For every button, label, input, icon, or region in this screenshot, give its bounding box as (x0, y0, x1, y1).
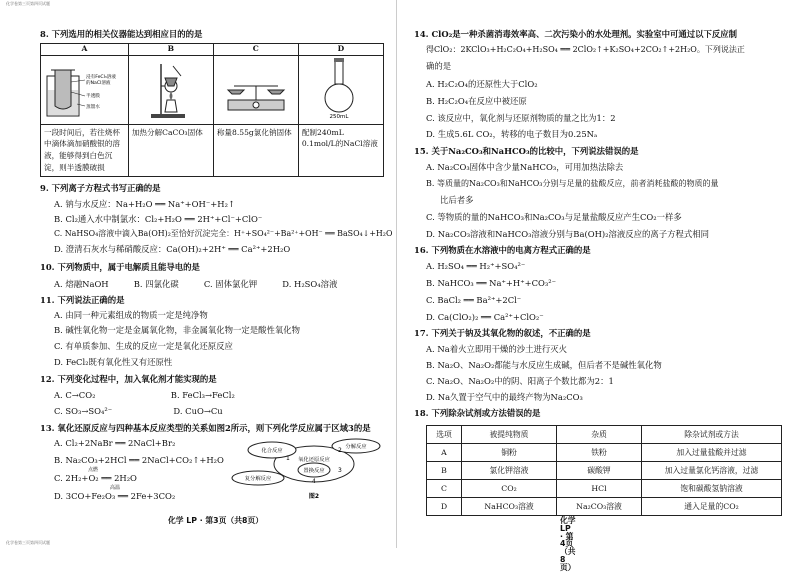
q18-cell: HCl (557, 480, 642, 498)
table-row (427, 462, 782, 480)
q14-option-a: A. H₂C₂O₄的还原性大于ClO₂ (426, 79, 538, 89)
q15-option-d: D. Na₂CO₃溶液和NaHCO₃溶液分别与Ba(OH)₂溶液反应的离子方程式相同 (426, 229, 710, 239)
table-row (427, 444, 782, 462)
q18-cell: A (427, 444, 462, 462)
decomp-label: 分解反应 (345, 444, 367, 450)
q16-option-c: C. BaCl₂ ══ Ba²⁺+2Cl⁻ (426, 295, 522, 305)
table-row (427, 480, 782, 498)
q13-option-d: D. 3CO+Fe₂O₃ ══ 2Fe+3CO₂ (54, 491, 176, 501)
q8-cell-a: 一段时间后，若往烧杯中滴体滴加硝酸银的溶液，能够得到白色沉淀，则半透膜破损 (41, 124, 129, 176)
q18-cell: C (427, 480, 462, 498)
table-row (427, 498, 782, 516)
q8-header-d: D (298, 44, 383, 56)
q12-options-ab: A. C→CO₂ B. FeCl₃→FeCl₂ (54, 390, 235, 400)
q16-option-b: B. NaHCO₃ ══ Na⁺+H⁺+CO₃²⁻ (426, 278, 557, 288)
redox-label: 氧化还原反应 (298, 457, 330, 463)
q8-cell-d: 配制240mL 0.1mol/L的NaCl溶液 (298, 124, 383, 176)
q9-option-d: D. 澄清石灰水与稀硝酸反应：Ca(OH)₂+2H⁺ ══ Ca²⁺+2H₂O (54, 244, 291, 254)
q13-condition-d: 高温 (110, 485, 121, 491)
q11-option-d: D. FeCl₂既有氧化性又有还原性 (54, 357, 173, 367)
region-2: 2 (338, 447, 342, 454)
q17-stem: 17. 下列关于钠及其氧化物的叙述，不正确的是 (414, 328, 591, 338)
q14-line1: 14. ClO₂是一种杀菌消毒效率高、二次污染小的水处理剂。实验室中可通过以下反应制 (414, 29, 738, 39)
label-a2: 的NaCl溶液 (86, 81, 111, 86)
left-page-number: 化学 LP · 第3页（共8页） (168, 516, 264, 525)
q13-condition-c: 点燃 (88, 467, 99, 473)
q12-stem: 12. 下列变化过程中，加入氧化剂才能实现的是 (40, 374, 217, 384)
q8-cell-c: 称量8.55g氯化钠固体 (213, 124, 298, 176)
q16-stem: 16. 下列物质在水溶液中的电离方程式正确的是 (414, 245, 591, 255)
q17-option-b: B. Na₂O、Na₂O₂都能与水反应生成碱，但后者不是碱性氧化物 (426, 360, 662, 370)
q18-cell: 加入过量盐酸并过滤 (642, 444, 782, 462)
q18-header: 除杂试剂或方法 (642, 426, 782, 444)
right-page-number: 化学 LP · 第4页（共8页） (560, 516, 576, 572)
q18-header: 杂质 (557, 426, 642, 444)
q18-table (426, 425, 782, 516)
q18-stem: 18. 下列除杂试剂或方法错误的是 (414, 408, 541, 418)
figure-caption: 图2 (308, 493, 320, 500)
q13-stem: 13. 氧化还原反应与四种基本反应类型的关系如图2所示，则下列化学反应属于区域3的是 (40, 423, 371, 433)
q18-cell: Na₂CO₃溶液 (557, 498, 642, 516)
region-1: 1 (286, 455, 290, 462)
q18-header: 选项 (427, 426, 462, 444)
q16-option-a: A. H₂SO₄ ══ H₂⁺+SO₄²⁻ (426, 261, 526, 271)
label-a1: 浸有FeCl₃溶液 (86, 75, 116, 80)
region-4: 4 (312, 478, 316, 485)
q9-option-b: B. Cl₂通入水中制氯水：Cl₂+H₂O ══ 2H⁺+Cl⁻+ClO⁻ (54, 214, 263, 224)
q17-option-c: C. Na₂O、Na₂O₂中的阴、阳离子个数比都为2：1 (426, 376, 614, 386)
q14-line3: 确的是 (426, 61, 452, 71)
q18-cell: 饱和碳酸氢钠溶液 (642, 480, 782, 498)
q16-option-d: D. Ca(ClO₂)₂ ══ Ca²⁺+ClO₂⁻ (426, 312, 544, 322)
label-a4: 蒸馏水 (86, 105, 100, 110)
q18-cell: CO₂ (462, 480, 557, 498)
q11-stem: 11. 下列说法正确的是 (40, 295, 125, 305)
q10-stem: 10. 下列物质中，属于电解质且能导电的是 (40, 262, 200, 272)
q17-option-a: A. Na着火立即用干燥的沙土进行灭火 (426, 344, 567, 354)
q9-option-c: C. NaHSO₄溶液中滴入Ba(OH)₂至恰好沉淀完全：H⁺+SO₄²⁻+Ba²⁺+OH⁻ ══ BaSO₄↓+H₂O (54, 229, 393, 238)
combine-label: 化合反应 (261, 448, 283, 454)
q14-line2: 得ClO₂：2KClO₃+H₂C₂O₄+H₂SO₄ ══ 2ClO₂↑+K₂SO₄+2CO₂↑+2H₂O。下列说法正 (426, 45, 745, 54)
page-header: 化学卷第三页第四页试题 (6, 1, 50, 6)
q11-option-a: A. 由同一种元素组成的物质一定是纯净物 (54, 310, 208, 320)
q9-option-a: A. 钠与水反应：Na+H₂O ══ Na⁺+OH⁻+H₂↑ (54, 199, 235, 209)
q18-header: 被提纯物质 (462, 426, 557, 444)
page-footer: 化学卷第三页第四页试题 (6, 540, 50, 545)
q17-option-d: D. Na久置于空气中的最终产物为Na₂CO₃ (426, 392, 583, 402)
flask-label: 250mL (329, 114, 349, 120)
q14-option-b: B. H₂C₂O₄在反应中被还原 (426, 96, 527, 106)
q8-stem: 8. 下列选用的相关仪器能达到相应目的的是 (40, 29, 203, 39)
region-3: 3 (338, 467, 342, 474)
q13-option-b: B. Na₂CO₃+2HCl ══ 2NaCl+CO₂↑+H₂O (54, 455, 224, 465)
q14-option-c: C. 该反应中，氧化剂与还原剂物质的量之比为1：2 (426, 113, 616, 123)
q10-options: A. 熔融NaOH B. 四氯化碳 C. 固体氯化钾 D. H₂SO₄溶液 (54, 279, 338, 289)
q15-option-b2: 比后者多 (440, 195, 474, 205)
q14-option-d: D. 生成5.6L CO₂，转移的电子数目为0.25Nₐ (426, 129, 598, 139)
displace-label: 置换反应 (303, 468, 325, 474)
q18-cell: 通入足量的CO₂ (642, 498, 782, 516)
q13-option-c: C. 2H₂+O₂ ══ 2H₂O (54, 473, 137, 483)
q11-option-b: B. 碱性氧化物一定是金属氧化物，非金属氧化物一定是酸性氧化物 (54, 325, 300, 335)
q18-cell: NaHCO₃溶液 (462, 498, 557, 516)
q11-option-c: C. 有单质参加、生成的反应一定是氧化还原反应 (54, 341, 233, 351)
double-label: 复分解反应 (244, 476, 272, 482)
label-a3: 半透膜 (86, 94, 100, 99)
q15-option-a: A. Na₂CO₃固体中含少量NaHCO₃，可用加热法除去 (426, 162, 624, 172)
q18-cell: D (427, 498, 462, 516)
q8-header-c: C (213, 44, 298, 56)
q9-stem: 9. 下列离子方程式书写正确的是 (40, 183, 161, 193)
q18-cell: 铁粉 (557, 444, 642, 462)
q8-header-b: B (128, 44, 213, 56)
q8-header-a: A (41, 44, 129, 56)
q15-stem: 15. 关于Na₂CO₃和NaHCO₃的比较中，下列说法错误的是 (414, 146, 639, 156)
q15-option-b1: B. 等质量的Na₂CO₃和NaHCO₃分别与足量的盐酸反应，前者消耗盐酸的物质的量 (426, 179, 719, 188)
q18-cell: 氯化钾溶液 (462, 462, 557, 480)
q15-option-c: C. 等物质的量的NaHCO₃和Na₂CO₃与足量盐酸反应产生CO₂一样多 (426, 212, 682, 222)
q13-option-a: A. Cl₂+2NaBr ══ 2NaCl+Br₂ (54, 438, 176, 448)
q18-cell: 碳酸钾 (557, 462, 642, 480)
q12-options-cd: C. SO₃→SO₄²⁻ D. CuO→Cu (54, 406, 223, 416)
q18-cell: B (427, 462, 462, 480)
q18-cell: 铜粉 (462, 444, 557, 462)
q18-cell: 加入过量氯化钙溶液，过滤 (642, 462, 782, 480)
q8-cell-b: 加热分解CaCO₃固体 (128, 124, 213, 176)
